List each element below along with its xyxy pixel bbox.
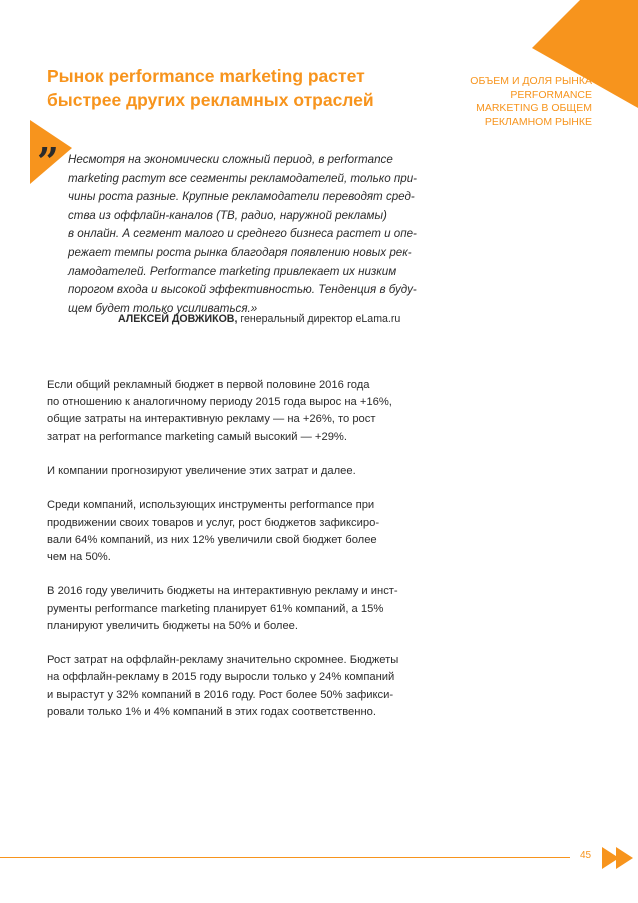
page-title bbox=[47, 64, 427, 112]
quote-line: Несмотря на экономически сложный период, в performance bbox=[68, 153, 393, 166]
paragraph-line: ровали только 1% и 4% компаний в этих годах соответственно. bbox=[47, 705, 376, 718]
footer-divider bbox=[0, 857, 570, 858]
double-arrow-right-icon[interactable] bbox=[602, 847, 636, 869]
paragraph bbox=[47, 652, 447, 721]
paragraph-line: Если общий рекламный бюджет в первой половине 2016 года bbox=[47, 379, 370, 391]
section-label bbox=[402, 75, 592, 129]
author-role: генеральный директор eLama.ru bbox=[237, 313, 401, 325]
title-line: быстрее других рекламных отраслей bbox=[47, 90, 374, 110]
paragraph-line: на оффлайн-рекламу в 2015 году выросли только у 24% компаний bbox=[47, 671, 395, 684]
title-line: Рынок performance marketing растет bbox=[47, 66, 365, 86]
paragraph-line: В 2016 году увеличить бюджеты на интерактивную рекламу и инст- bbox=[47, 585, 398, 598]
paragraph-line: продвижении своих товаров и услуг, рост бюджетов зафиксиро- bbox=[47, 516, 380, 529]
paragraph bbox=[47, 497, 447, 566]
section-label-line: РЕКЛАМНОМ РЫНКЕ bbox=[484, 115, 592, 128]
paragraph-line: по отношению к аналогичному периоду 2015 года вырос на +16%, bbox=[47, 396, 392, 409]
paragraph bbox=[47, 377, 447, 446]
body-text bbox=[47, 377, 447, 738]
quote-line: щем будет только усиливаться.» bbox=[68, 301, 258, 315]
author-name: АЛЕКСЕЙ ДОВЖИКОВ, bbox=[118, 313, 238, 325]
quote-line: marketing растут все сегменты рекламодателей, только при- bbox=[68, 171, 418, 185]
paragraph bbox=[47, 463, 447, 480]
quote-line: ламодателей. Performance marketing привлекает их низким bbox=[68, 264, 397, 278]
paragraph-line: общие затраты на интерактивную рекламу — на +26%, то рост bbox=[47, 413, 376, 426]
section-label-line: PERFORMANCE bbox=[510, 88, 592, 101]
paragraph bbox=[47, 583, 447, 635]
quote-line: в онлайн. А сегмент малого и среднего бизнеса растет и опе- bbox=[68, 227, 417, 241]
quote-line: режает темпы роста рынка благодаря появлению новых рек- bbox=[68, 245, 412, 259]
paragraph-line: И компании прогнозируют увеличение этих затрат и далее. bbox=[47, 465, 356, 477]
section-label-line: ОБЪЕМ И ДОЛЯ РЫНКА bbox=[470, 75, 592, 87]
paragraph-line: рументы performance marketing планирует 61% компаний, а 15% bbox=[47, 602, 384, 615]
paragraph-line: затрат на performance marketing самый высокий — +29%. bbox=[47, 430, 347, 443]
page-number: 45 bbox=[580, 850, 592, 861]
paragraph-line: Рост затрат на оффлайн-рекламу значительно скромнее. Бюджеты bbox=[47, 654, 399, 667]
svg-text:”: ” bbox=[37, 139, 59, 184]
quote-block bbox=[68, 151, 448, 318]
paragraph-line: вали 64% компаний, из них 12% увеличили свой бюджет более bbox=[47, 533, 377, 546]
paragraph-line: и вырастут у 32% компаний в 2016 году. Рост более 50% зафикси- bbox=[47, 688, 394, 701]
quote-line: ства из оффлайн-каналов (ТВ, радио, наружной рекламы) bbox=[68, 208, 387, 222]
paragraph-line: планируют увеличить бюджеты на 50% и более. bbox=[47, 619, 298, 632]
quote-author bbox=[118, 313, 400, 325]
section-label-line: MARKETING В ОБЩЕМ bbox=[476, 102, 592, 114]
quote-line: чины роста разные. Крупные рекламодатели переводят сред- bbox=[68, 190, 415, 204]
paragraph-line: чем на 50%. bbox=[47, 551, 111, 563]
paragraph-line: Среди компаний, использующих инструменты performance при bbox=[47, 499, 375, 512]
quote-line: порогом входа и высокой эффективностью. Тенденция в буду- bbox=[68, 283, 417, 297]
